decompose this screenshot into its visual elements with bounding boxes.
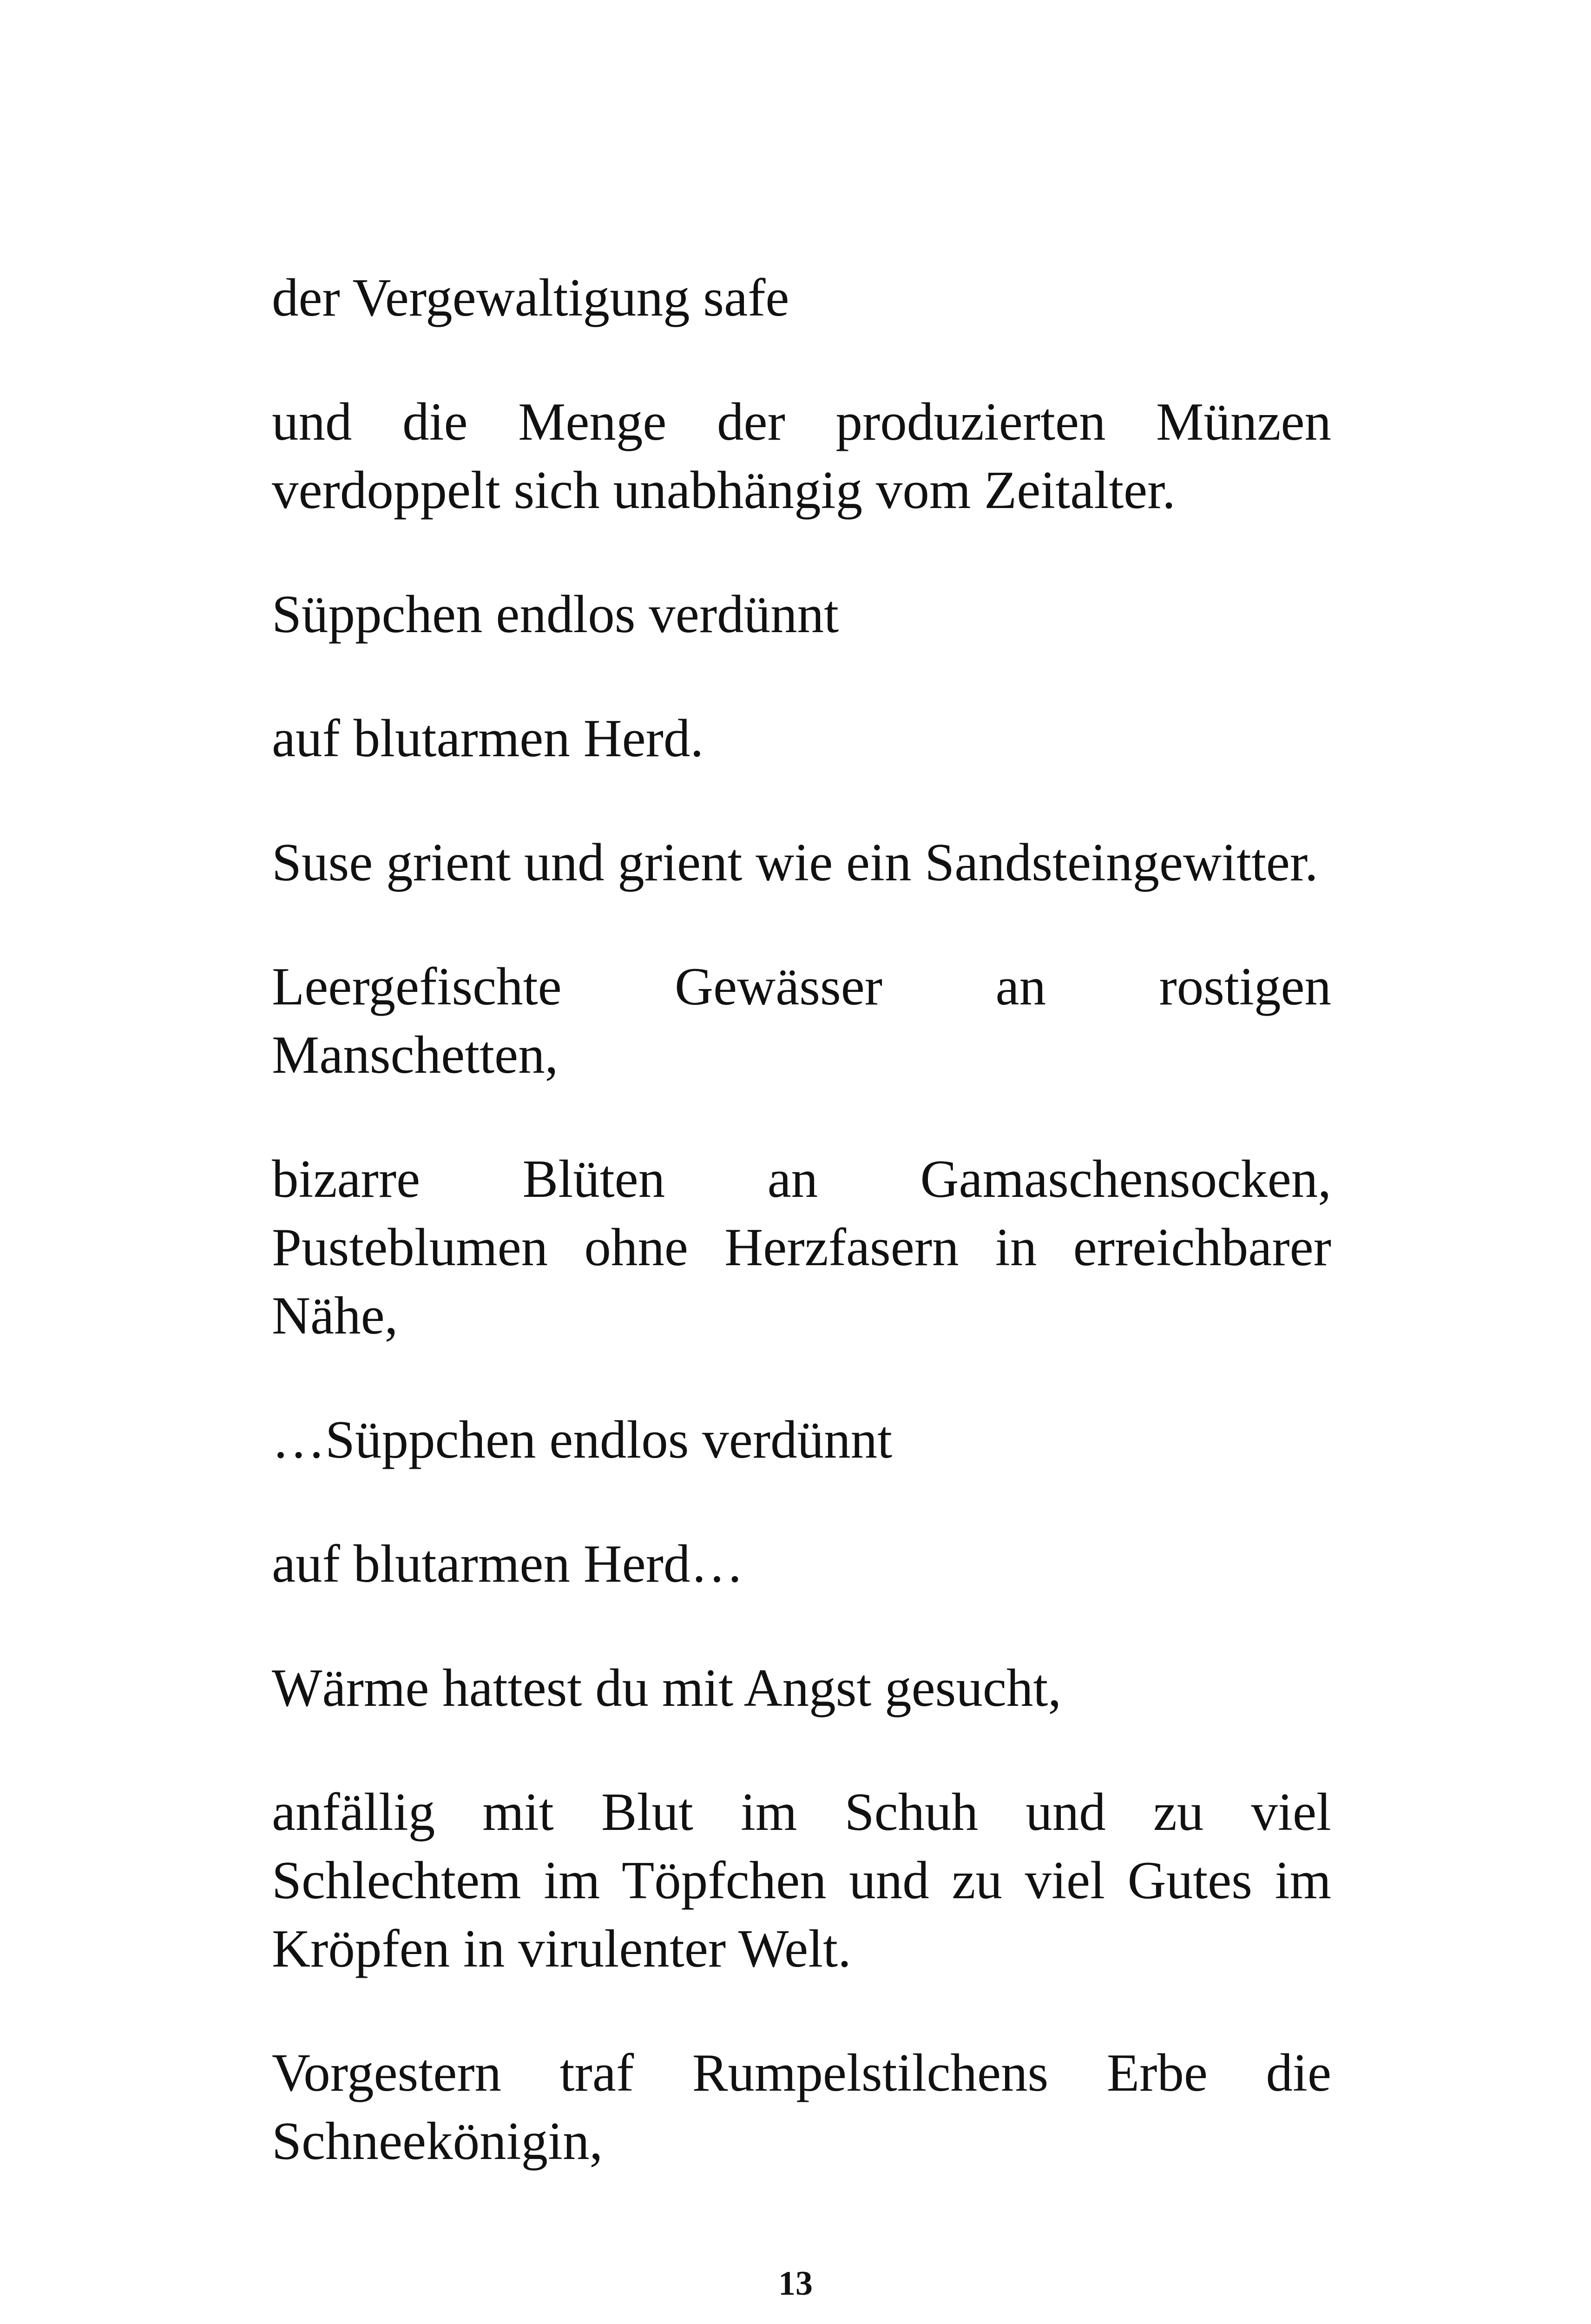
- page-body-text: [272, 264, 1331, 2231]
- page-number: 13: [778, 2265, 813, 2303]
- paragraph-5: Suse grient und grient wie ein Sandsteingewitter.: [272, 833, 1318, 892]
- paragraph-10: Wärme hattest du mit Angst gesucht,: [272, 1658, 1062, 1717]
- paragraph-8: …Süppchen endlos verdünnt: [272, 1410, 893, 1469]
- paragraph-4: auf blutarmen Herd.: [272, 709, 704, 768]
- paragraph-3: Süppchen endlos verdünnt: [272, 585, 839, 644]
- paragraph-1: der Vergewaltigung safe: [272, 268, 789, 327]
- paragraph-12: Vorgestern traf Rumpelstilchens Erbe die Schneekönigin,: [272, 2043, 1331, 2171]
- paragraph-6: Leergefischte Gewässer an rostigen Manschetten,: [272, 957, 1331, 1084]
- paragraph-11: anfällig mit Blut im Schuh und zu viel Schlechtem im Töpfchen und zu viel Gutes im Kröpfen in virulenter Welt.: [272, 1783, 1331, 1978]
- paragraph-7: bizarre Blüten an Gamaschensocken, Pusteblumen ohne Herzfasern in erreichbarer Nähe,: [272, 1149, 1331, 1345]
- paragraph-2: und die Menge der produzierten Münzen verdoppelt sich unabhängig vom Zeitalter.: [272, 392, 1331, 520]
- paragraph-9: auf blutarmen Herd…: [272, 1534, 744, 1593]
